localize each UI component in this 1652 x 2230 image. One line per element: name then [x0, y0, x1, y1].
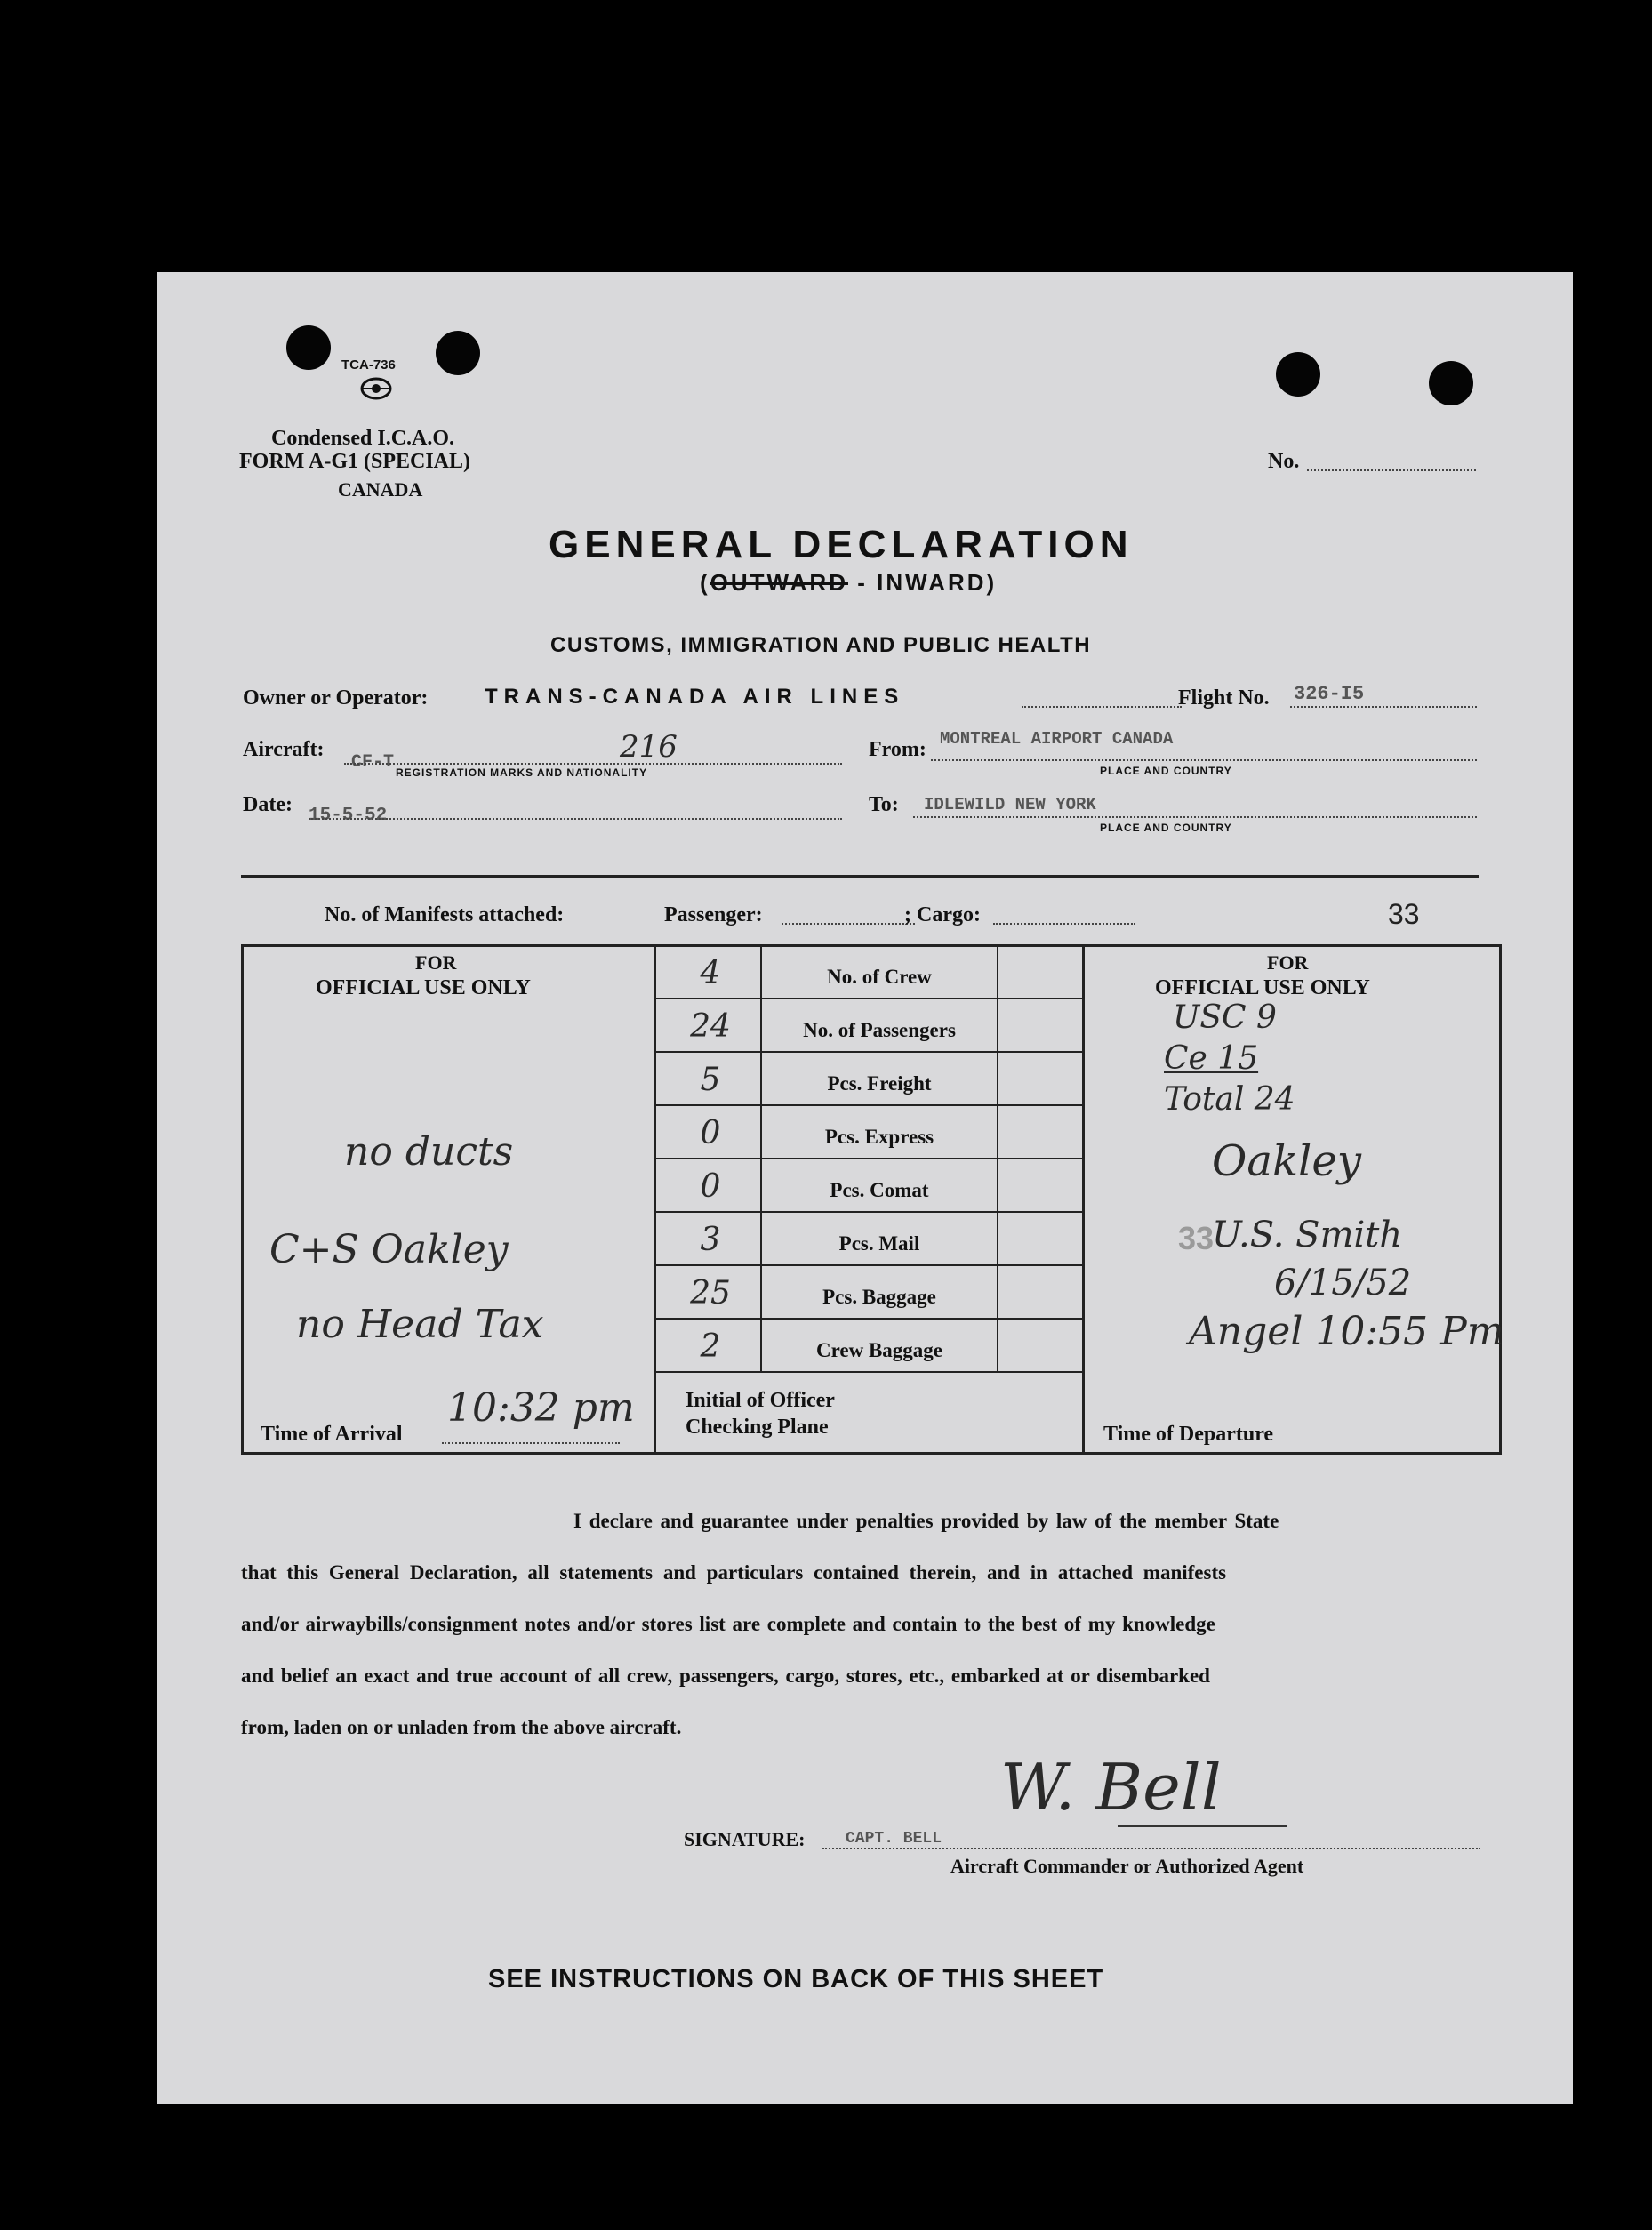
row-divider — [654, 1051, 1082, 1053]
row-label: Pcs. Baggage — [822, 1286, 936, 1308]
signature-caption: Aircraft Commander or Authorized Agent — [950, 1855, 1304, 1877]
declaration-line-3: and/or airwaybills/consignment notes and/or stores list are complete and contain to the best of my knowledge — [241, 1613, 1215, 1635]
row-value[interactable]: 0 — [700, 1115, 721, 1151]
aircraft-value[interactable]: CF-T — [351, 752, 395, 773]
header-divider — [241, 875, 1479, 878]
punch-hole — [1429, 361, 1473, 405]
row-value[interactable]: 0 — [700, 1168, 721, 1205]
aircraft-label: Aircraft: — [243, 738, 325, 761]
arrival-dots — [442, 1442, 620, 1444]
page-title: GENERAL DECLARATION — [549, 523, 1134, 566]
to-dots — [913, 816, 1477, 818]
right-note-usc: USC 9 — [1173, 999, 1277, 1036]
date-value[interactable]: 15-5-52 — [309, 806, 388, 826]
aircraft-dots — [344, 763, 842, 765]
subtitle-outward: OUTWARD — [710, 569, 848, 596]
right-note-officer: U.S. Smith — [1212, 1215, 1403, 1255]
form-code: TCA-736 — [341, 357, 396, 373]
row-divider — [654, 1264, 1082, 1266]
right-note-signature: Oakley — [1212, 1136, 1361, 1186]
row-label: Pcs. Mail — [838, 1232, 920, 1255]
manifests-passenger-label: Passenger: — [664, 903, 763, 926]
row-label: No. of Crew — [827, 966, 932, 988]
arrival-time[interactable]: 10:32 pm — [447, 1385, 635, 1431]
declaration-line-2: that this General Declaration, all statements and particulars contained therein, and in attached manifests — [241, 1561, 1227, 1584]
initial-label-2: Checking Plane — [686, 1416, 829, 1439]
row-divider — [654, 1104, 1082, 1106]
to-label: To: — [869, 793, 899, 816]
subtitle-open: ( — [700, 569, 710, 596]
row-label: Pcs. Comat — [830, 1179, 929, 1201]
manifests-cargo-dots[interactable] — [993, 923, 1135, 925]
row-label: Pcs. Freight — [827, 1072, 932, 1095]
date-dots — [309, 818, 842, 820]
from-dots — [931, 759, 1477, 761]
row-value[interactable]: 2 — [700, 1328, 721, 1365]
row-divider — [654, 1371, 1082, 1373]
table-divider-left — [654, 944, 656, 1455]
signature-flourish — [1118, 1825, 1287, 1827]
row-value[interactable]: 24 — [690, 1008, 731, 1045]
flight-value[interactable]: 326-I5 — [1294, 683, 1365, 705]
row-label: Crew Baggage — [815, 1339, 943, 1361]
page-subtitle — [700, 569, 997, 597]
signature-dots — [822, 1848, 1480, 1849]
signature-handwritten: W. Bell — [1000, 1750, 1222, 1825]
punch-hole — [436, 331, 480, 375]
date-label: Date: — [243, 793, 293, 816]
to-value[interactable]: IDLEWILD NEW YORK — [924, 795, 1096, 814]
from-label: From: — [869, 738, 926, 761]
tca-logo-icon — [360, 377, 392, 405]
left-note-1: no ducts — [344, 1129, 514, 1175]
right-note-ce: Ce 15 — [1164, 1040, 1259, 1077]
right-note-total: Total 24 — [1164, 1081, 1295, 1118]
row-divider — [654, 998, 1082, 999]
left-note-3: no Head Tax — [296, 1302, 544, 1347]
row-divider — [654, 1211, 1082, 1213]
form-sheet — [157, 272, 1573, 2104]
right-official-use: OFFICIAL USE ONLY — [1155, 976, 1370, 999]
row-value[interactable]: 25 — [690, 1275, 731, 1312]
row-value[interactable]: 5 — [700, 1062, 721, 1098]
owner-label: Owner or Operator: — [243, 686, 429, 710]
form-header-line1: Condensed I.C.A.O. — [271, 427, 455, 450]
declaration-line-1: I declare and guarantee under penalties provided by law of the member State — [573, 1510, 1279, 1532]
departure-label: Time of Departure — [1103, 1423, 1274, 1446]
manifests-passenger-dots[interactable] — [782, 923, 915, 925]
number-label: No. — [1268, 450, 1300, 473]
row-label: Pcs. Express — [824, 1126, 934, 1148]
row-divider — [654, 1158, 1082, 1159]
right-for: FOR — [1267, 951, 1309, 974]
declaration-line-5: from, laden on or unladen from the above aircraft. — [241, 1716, 682, 1738]
punch-hole — [286, 325, 331, 370]
form-header-line3: CANADA — [338, 478, 423, 501]
aircraft-handwritten: 216 — [620, 729, 678, 765]
flight-label: Flight No. — [1178, 686, 1270, 710]
left-for: FOR — [415, 951, 457, 974]
footer-instructions: SEE INSTRUCTIONS ON BACK OF THIS SHEET — [488, 1965, 1104, 1993]
punch-hole — [1276, 352, 1320, 397]
manifests-label: No. of Manifests attached: — [325, 903, 565, 926]
declaration-line-4: and belief an exact and true account of all crew, passengers, cargo, stores, etc., embarked at or disembarked — [241, 1664, 1210, 1687]
right-stamp: 33 — [1178, 1220, 1215, 1256]
row-value[interactable]: 3 — [700, 1222, 721, 1258]
from-value[interactable]: MONTREAL AIRPORT CANADA — [940, 729, 1174, 749]
signature-label: SIGNATURE: — [684, 1828, 806, 1850]
manifests-handwritten: 33 — [1388, 898, 1420, 930]
flight-dots — [1290, 706, 1477, 708]
row-divider — [654, 1318, 1082, 1320]
arrival-label: Time of Arrival — [261, 1423, 403, 1446]
number-field[interactable] — [1307, 469, 1476, 471]
form-header-line2: FORM A-G1 (SPECIAL) — [239, 450, 470, 473]
right-note-angel: Angel 10:55 Pm — [1189, 1309, 1504, 1354]
left-note-2: C+S Oakley — [269, 1227, 509, 1272]
initial-label-1: Initial of Officer — [686, 1389, 835, 1412]
section-heading: CUSTOMS, IMMIGRATION AND PUBLIC HEALTH — [550, 633, 1092, 657]
manifests-cargo-label: ; Cargo: — [904, 903, 981, 926]
signature-typed[interactable]: CAPT. BELL — [846, 1830, 942, 1848]
row-label: No. of Passengers — [803, 1019, 956, 1041]
row-value[interactable]: 4 — [700, 955, 721, 991]
table-divider-right — [1082, 944, 1085, 1455]
to-caption: PLACE AND COUNTRY — [1100, 822, 1232, 834]
left-official-use: OFFICIAL USE ONLY — [316, 976, 531, 999]
aircraft-caption: REGISTRATION MARKS AND NATIONALITY — [396, 766, 648, 779]
owner-value: TRANS-CANADA AIR LINES — [485, 685, 905, 709]
owner-dots — [1022, 706, 1182, 708]
subtitle-inward: - INWARD) — [848, 569, 998, 596]
right-note-date: 6/15/52 — [1274, 1263, 1412, 1304]
from-caption: PLACE AND COUNTRY — [1100, 765, 1232, 777]
